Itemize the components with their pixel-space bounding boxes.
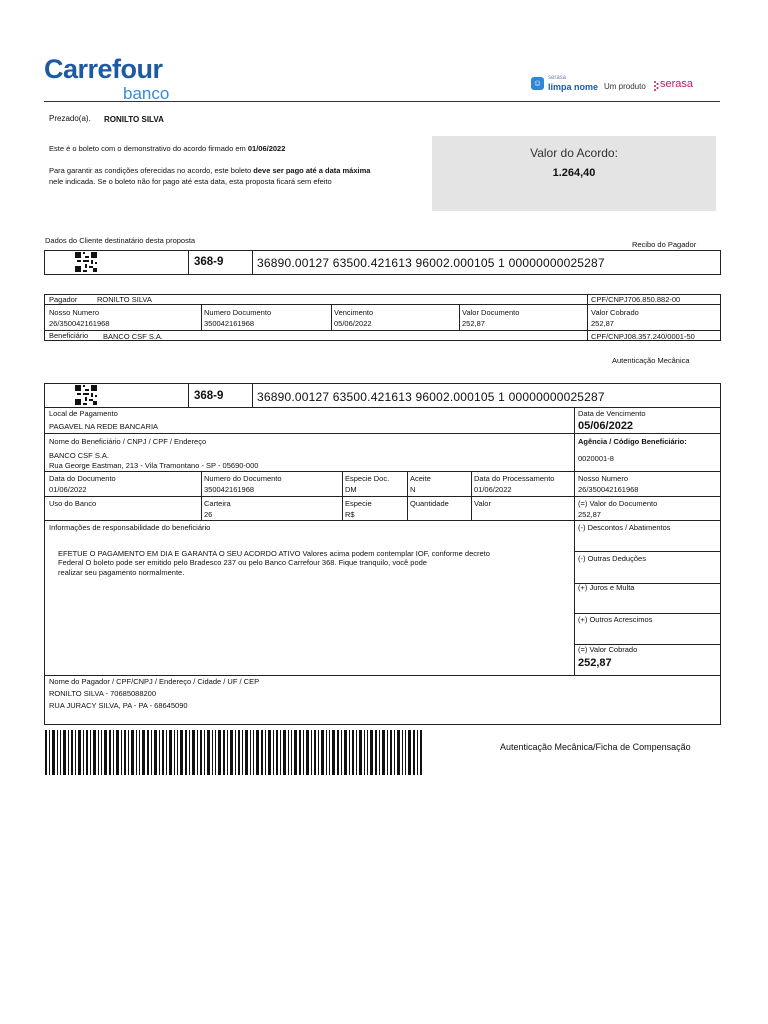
row-divider — [45, 471, 720, 472]
valor-documento-label: Valor Documento — [462, 308, 520, 317]
separator — [252, 251, 253, 274]
client-data-label: Dados do Cliente destinatário desta proposta — [45, 236, 196, 245]
especie-label: Especie — [345, 499, 372, 508]
valor-documento-value: 252,87 — [462, 319, 485, 328]
valor-label: Valor — [474, 499, 491, 508]
col-divider — [201, 304, 202, 330]
numero-documento-label: Numero Documento — [204, 308, 272, 317]
valor-documento-label: (=) Valor do Documento — [578, 499, 658, 508]
col-divider — [587, 295, 588, 340]
uso-banco-label: Uso do Banco — [49, 499, 97, 508]
valor-cobrado-value: 252,87 — [578, 657, 612, 669]
outras-deducoes-label: (-) Outras Deduções — [578, 554, 646, 563]
numero-documento-label: Numero do Documento — [204, 474, 282, 483]
prezado-label: Prezado(a). — [49, 114, 91, 123]
separator — [188, 384, 189, 407]
quantidade-label: Quantidade — [410, 499, 449, 508]
aceite-label: Aceite — [410, 474, 431, 483]
info-line-3: realizar seu pagamento normalmente. — [58, 568, 185, 577]
serasa-dots-icon — [653, 80, 659, 92]
agreement-value-box — [432, 136, 716, 211]
valor-cobrado-label: (=) Valor Cobrado — [578, 645, 638, 654]
row-divider — [45, 520, 720, 521]
serasa-badge-icon: ☺ — [532, 78, 543, 88]
data-documento-value: 01/06/2022 — [49, 485, 87, 494]
pagador-value: RONILTO SILVA — [97, 295, 152, 304]
row-divider — [574, 551, 720, 552]
col-divider — [407, 471, 408, 520]
data-vencimento-value: 05/06/2022 — [578, 420, 634, 432]
receipt-barcode-line — [44, 250, 721, 275]
nosso-numero-label: Nosso Numero — [49, 308, 100, 317]
especie-doc-value: DM — [345, 485, 357, 494]
valor-cobrado-label: Valor Cobrado — [591, 308, 639, 317]
info-label: Informações de responsabilidade do beneficiário — [49, 523, 211, 532]
slip-barcode-line — [44, 383, 721, 408]
especie-doc-label: Especie Doc. — [345, 474, 390, 483]
separator — [252, 384, 253, 407]
intro-line-2 — [49, 166, 370, 175]
col-divider — [471, 471, 472, 520]
carteira-label: Carteira — [204, 499, 231, 508]
col-divider — [342, 471, 343, 520]
slip-body — [44, 407, 721, 725]
cpf-label-text: CPF/CNPJ — [591, 295, 628, 304]
serasa-limpa-nome-logo — [531, 75, 599, 93]
data-documento-label: Data do Documento — [49, 474, 116, 483]
row-divider — [45, 304, 720, 305]
beneficiario-endereco: Rua George Eastman, 213 - Vila Tramontano - SP - 05690-000 — [49, 461, 259, 470]
row-divider — [45, 496, 720, 497]
agencia-value: 0020001-8 — [578, 454, 614, 463]
serasa-logo-text: serasa — [660, 78, 694, 90]
bank-code: 368-9 — [194, 256, 224, 268]
recibo-pagador-label: Recibo do Pagador — [632, 240, 697, 249]
payer-name: RONILTO SILVA — [104, 115, 164, 124]
separator — [188, 251, 189, 274]
row-divider — [45, 433, 720, 434]
col-divider — [331, 304, 332, 330]
barcode — [45, 730, 422, 775]
pagador-label: Pagador — [49, 295, 78, 304]
limpa-nome-text: limpa nome — [548, 82, 599, 92]
nosso-numero-value: 26/350042161968 — [49, 319, 110, 328]
col-divider — [201, 471, 202, 520]
receipt-details-table — [44, 294, 721, 341]
carrefour-logo: Carrefour — [44, 54, 163, 84]
nosso-numero-label: Nosso Numero — [578, 474, 629, 483]
aceite-value: N — [410, 485, 416, 494]
cpf-label — [591, 295, 680, 304]
cpf-value: 706.850.882-00 — [627, 295, 681, 304]
row-divider — [45, 330, 720, 331]
especie-value: R$ — [345, 510, 355, 519]
qr-code-icon — [75, 385, 97, 405]
qr-code-icon — [75, 252, 97, 272]
agencia-label: Agência / Código Beneficiário: — [578, 437, 687, 446]
pagador-line-1: RONILTO SILVA - 70685088200 — [49, 689, 157, 698]
numero-documento-value: 350042161968 — [204, 319, 255, 328]
agreement-value: 1.264,40 — [552, 167, 596, 179]
nome-beneficiario-label: Nome do Beneficiário / CNPJ / CPF / Endereço — [49, 437, 207, 446]
info-line-1: EFETUE O PAGAMENTO EM DIA E GARANTA O SEU ACORDO ATIVO Valores acima podem contemplar IOF, conforme decreto — [58, 549, 490, 558]
row-divider — [574, 613, 720, 614]
local-pagamento-value: PAGAVEL NA REDE BANCARIA — [49, 422, 159, 431]
um-produto-text: Um produto — [604, 82, 646, 91]
numero-documento-value: 350042161968 — [204, 485, 255, 494]
valor-cobrado-value: 252,87 — [591, 319, 614, 328]
data-vencimento-label: Data de Vencimento — [578, 409, 646, 418]
beneficiario-value: BANCO CSF S.A. — [103, 332, 164, 341]
outros-acrescimos-label: (+) Outros Acrescimos — [578, 615, 653, 624]
slip-bank-code: 368-9 — [194, 390, 224, 402]
pagador-label: Nome do Pagador / CPF/CNPJ / Endereço / Cidade / UF / CEP — [49, 677, 260, 686]
data-processamento-value: 01/06/2022 — [474, 485, 512, 494]
juros-multa-label: (+) Juros e Multa — [578, 583, 635, 592]
row-divider — [45, 675, 720, 676]
right-col-divider — [574, 407, 575, 675]
valor-documento-value: 252,87 — [578, 510, 601, 519]
intro-line-2-text: Para garantir as condições oferecidas no acordo, este boleto — [49, 166, 254, 175]
beneficiario-label: Beneficiário — [49, 331, 89, 340]
serasa-small-text: serasa — [548, 75, 567, 81]
local-pagamento-label: Local de Pagamento — [49, 409, 118, 418]
beneficiario-nome: BANCO CSF S.A. — [49, 451, 110, 460]
banco-logo-text: banco — [123, 84, 170, 103]
digitable-line: 36890.00127 63500.421613 96002.000105 1 00000000025287 — [257, 256, 605, 270]
autenticacao-mecanica-label: Autenticação Mecânica — [612, 356, 690, 365]
intro-line-2-bold: deve ser pago até a data máxima — [253, 166, 371, 175]
intro-line-1 — [49, 144, 285, 153]
data-processamento-label: Data do Processamento — [474, 474, 555, 483]
descontos-label: (-) Descontos / Abatimentos — [578, 523, 671, 532]
header-divider — [44, 101, 720, 102]
carteira-value: 26 — [204, 510, 213, 519]
agreement-value-label: Valor do Acordo: — [530, 146, 618, 160]
col-divider — [459, 304, 460, 330]
vencimento-value: 05/06/2022 — [334, 319, 372, 328]
vencimento-label: Vencimento — [334, 308, 374, 317]
autenticacao-ficha-label: Autenticação Mecânica/Ficha de Compensação — [500, 742, 691, 752]
intro-line-1-text: Este é o boleto com o demonstrativo do acordo firmado em — [49, 144, 248, 153]
pagador-line-2: RUA JURACY SILVA, PA - PA - 68645090 — [49, 701, 188, 710]
nosso-numero-value: 26/350042161968 — [578, 485, 639, 494]
beneficiario-cnpj: CPF/CNPJ08.357.240/0001-50 — [591, 332, 695, 341]
agreement-date: 01/06/2022 — [247, 144, 286, 153]
intro-line-3: nele indicada. Se o boleto não for pago até esta data, esta proposta ficará sem efeito — [49, 177, 332, 186]
info-line-2: Federal O boleto pode ser emitido pelo Bradesco 237 ou pelo Banco Carrefour 368. Fique tranquilo, você pode — [58, 558, 427, 567]
slip-digitable-line: 36890.00127 63500.421613 96002.000105 1 00000000025287 — [257, 390, 605, 404]
